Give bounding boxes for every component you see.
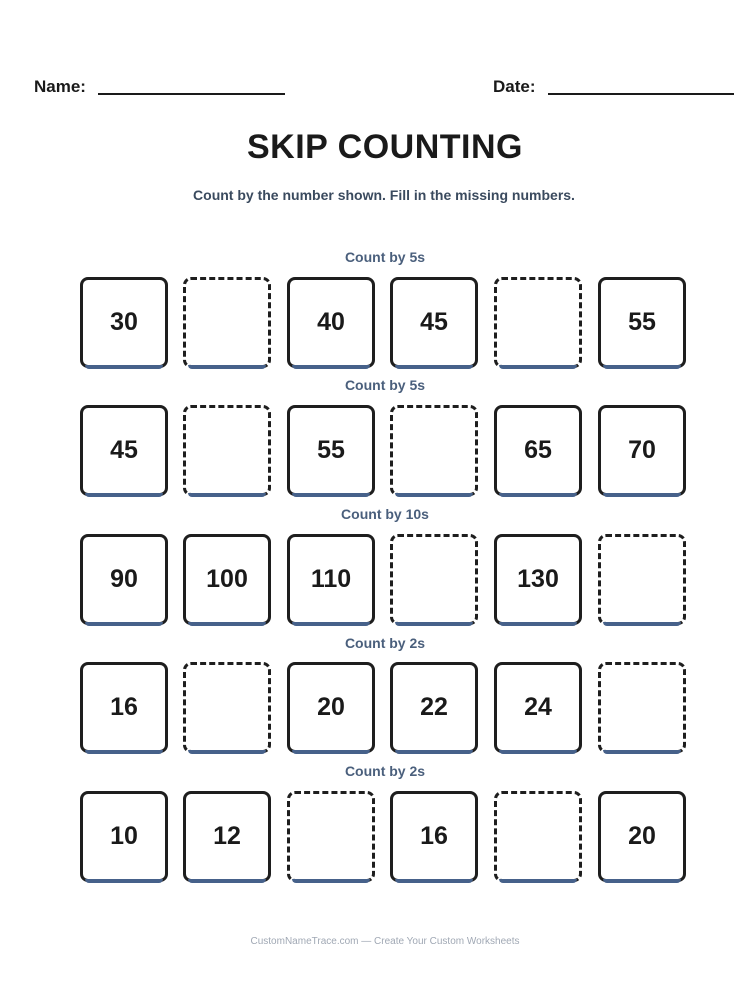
- box-accent-underline: [292, 622, 370, 626]
- header-row: [34, 77, 739, 97]
- number-box: [390, 662, 478, 753]
- date-field: [493, 77, 734, 97]
- box-accent-underline: [499, 622, 577, 626]
- row-label: Count by 5s: [344, 377, 426, 393]
- date-write-line[interactable]: [548, 93, 734, 95]
- name-write-line[interactable]: [98, 93, 285, 95]
- number-box: [287, 662, 375, 753]
- box-accent-underline: [395, 493, 473, 497]
- row-label: Count by 2s: [344, 763, 426, 779]
- box-number: 45: [420, 308, 448, 336]
- row-label: Count by 5s: [344, 249, 426, 265]
- box-number: 45: [110, 436, 138, 464]
- blank-answer-box[interactable]: [183, 277, 271, 368]
- box-accent-underline: [85, 493, 163, 497]
- number-box: [287, 277, 375, 368]
- box-number: 55: [317, 436, 345, 464]
- box-number: 130: [517, 565, 559, 593]
- name-label: Name:: [34, 77, 86, 96]
- box-accent-underline: [292, 493, 370, 497]
- number-box: [287, 405, 375, 496]
- box-accent-underline: [395, 750, 473, 754]
- box-accent-underline: [603, 879, 681, 883]
- box-accent-underline: [85, 622, 163, 626]
- number-box: [598, 791, 686, 882]
- row-label: Count by 10s: [341, 506, 429, 522]
- number-box: [390, 277, 478, 368]
- box-number: 65: [524, 436, 552, 464]
- box-accent-underline: [85, 750, 163, 754]
- box-accent-underline: [395, 365, 473, 369]
- instructions: Count by the number shown. Fill in the missing numbers.: [193, 187, 575, 203]
- number-box: [598, 277, 686, 368]
- box-number: 10: [110, 822, 138, 850]
- number-box: [390, 791, 478, 882]
- box-accent-underline: [395, 622, 473, 626]
- number-box: [80, 791, 168, 882]
- blank-answer-box[interactable]: [183, 662, 271, 753]
- box-accent-underline: [499, 879, 577, 883]
- box-number: 20: [317, 693, 345, 721]
- number-box: [598, 405, 686, 496]
- box-accent-underline: [603, 622, 681, 626]
- box-accent-underline: [292, 365, 370, 369]
- box-number: 12: [213, 822, 241, 850]
- box-accent-underline: [603, 750, 681, 754]
- number-box: [80, 534, 168, 625]
- box-number: 70: [628, 436, 656, 464]
- name-field: [34, 77, 285, 97]
- number-box: [494, 405, 582, 496]
- box-number: 30: [110, 308, 138, 336]
- box-number: 16: [110, 693, 138, 721]
- box-accent-underline: [292, 879, 370, 883]
- blank-answer-box[interactable]: [494, 277, 582, 368]
- number-box: [494, 662, 582, 753]
- box-number: 110: [310, 565, 352, 593]
- box-number: 16: [420, 822, 448, 850]
- number-box: [183, 534, 271, 625]
- row-label: Count by 2s: [344, 635, 426, 651]
- box-accent-underline: [85, 365, 163, 369]
- box-accent-underline: [188, 493, 266, 497]
- blank-answer-box[interactable]: [390, 534, 478, 625]
- box-accent-underline: [188, 879, 266, 883]
- blank-answer-box[interactable]: [183, 405, 271, 496]
- box-accent-underline: [499, 365, 577, 369]
- number-box: [183, 791, 271, 882]
- number-box: [494, 534, 582, 625]
- box-number: 20: [628, 822, 656, 850]
- blank-answer-box[interactable]: [598, 534, 686, 625]
- box-accent-underline: [188, 365, 266, 369]
- number-box: [80, 662, 168, 753]
- box-accent-underline: [603, 493, 681, 497]
- box-number: 90: [110, 565, 138, 593]
- box-accent-underline: [499, 493, 577, 497]
- box-accent-underline: [188, 750, 266, 754]
- box-accent-underline: [499, 750, 577, 754]
- box-number: 40: [317, 308, 345, 336]
- date-label: Date:: [493, 77, 536, 96]
- box-accent-underline: [292, 750, 370, 754]
- box-number: 55: [628, 308, 656, 336]
- box-number: 100: [206, 565, 248, 593]
- box-accent-underline: [188, 622, 266, 626]
- number-box: [80, 277, 168, 368]
- blank-answer-box[interactable]: [494, 791, 582, 882]
- footer-credit: CustomNameTrace.com — Create Your Custom Worksheets: [250, 936, 520, 947]
- box-accent-underline: [85, 879, 163, 883]
- page-title: SKIP COUNTING: [246, 128, 523, 166]
- box-accent-underline: [395, 879, 473, 883]
- number-box: [80, 405, 168, 496]
- blank-answer-box[interactable]: [390, 405, 478, 496]
- blank-answer-box[interactable]: [287, 791, 375, 882]
- box-accent-underline: [603, 365, 681, 369]
- number-box: [287, 534, 375, 625]
- box-number: 24: [524, 693, 552, 721]
- box-number: 22: [420, 693, 448, 721]
- blank-answer-box[interactable]: [598, 662, 686, 753]
